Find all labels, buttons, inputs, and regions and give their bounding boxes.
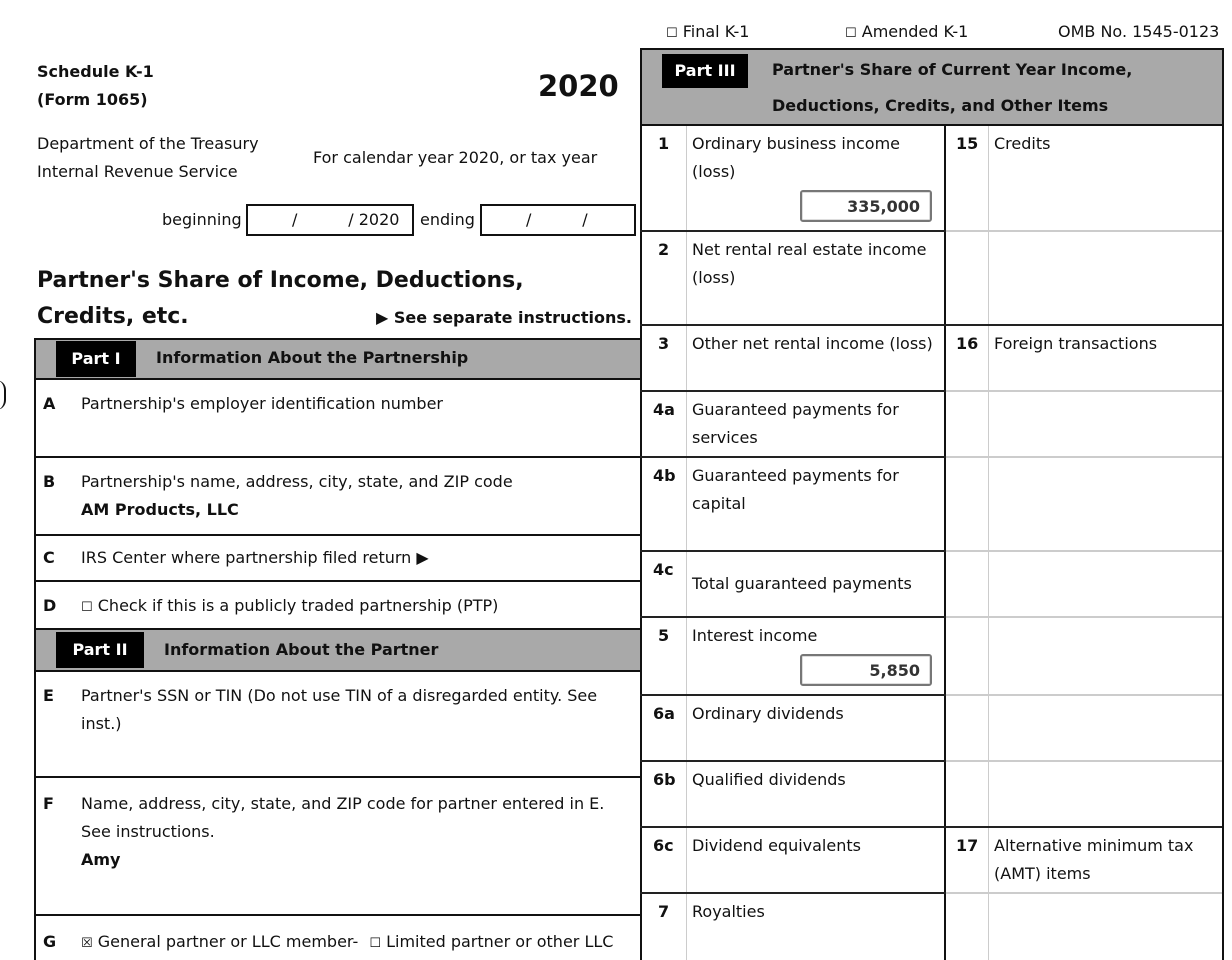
right-rule-h [946,892,1224,894]
part1-top-rule [34,338,640,340]
line-4a-number: 4a [653,400,675,419]
employer-id-label: Partnership's employer identification number [81,394,444,413]
top-cut-code [1150,0,1217,1]
line-17-label: Alternative minimum tax (AMT) items [994,836,1194,883]
line-6c-label: Dividend equivalents [692,836,861,855]
row-e-rule [34,776,640,778]
final-k1-checkbox[interactable]: ☐ [666,26,678,41]
amended-k1[interactable] [845,18,968,48]
general-partner-label: General partner or LLC member- [97,932,359,951]
row-b-letter: B [43,472,56,491]
part2-top-rule [34,628,640,630]
amended-k1-label: Amended K-1 [861,22,969,41]
form-title-line2: Credits, etc. [37,304,189,329]
part3-tag: Part III [662,54,748,88]
line-16-number: 16 [956,334,979,353]
part3-left-border [640,50,642,960]
tax-year: 2020 [538,69,619,103]
part3-right-border [1222,48,1224,960]
line-3-label: Other net rental income (loss) [692,334,933,353]
right-rule-g [946,760,1224,762]
line-6b-number: 6b [653,770,676,789]
row-b-rule [34,534,640,536]
partner-tin-label: Partner's SSN or TIN (Do not use TIN of a disregarded entity. See inst.) [81,686,598,733]
line-5-value[interactable]: 5,850 [800,654,932,686]
part2-tag: Part II [56,632,144,668]
beginning-date-value: / / 2020 [292,210,400,229]
row-g-letter: G [43,932,57,951]
rule-4a [640,456,946,458]
rule-5 [640,694,946,696]
line-15-number: 15 [956,134,979,153]
line-4c-label: Total guaranteed payments [692,574,912,593]
rule-6c [640,892,946,894]
part3-header-bottom [640,124,1224,126]
line-5-number: 5 [658,626,670,645]
rule-3 [640,390,946,392]
line-17-number: 17 [956,836,979,855]
line-16-label: Foreign transactions [994,334,1158,353]
form-number: (Form 1065) [37,90,148,109]
omb-number: OMB No. 1545-0123 [1058,22,1220,41]
right-rule-e [946,616,1224,618]
see-instructions: ▶ See separate instructions. [376,308,632,327]
row-a-letter: A [43,394,56,413]
beginning-date-field[interactable] [246,204,414,236]
form-title-line1: Partner's Share of Income, Deductions, [37,268,524,293]
part3-mid-divider [944,126,946,960]
right-rule-a [946,230,1224,232]
line-3-number: 3 [658,334,670,353]
irs-label: Internal Revenue Service [37,162,238,181]
partnership-name-value[interactable]: AM Products, LLC [81,500,239,519]
partner-type-row [81,928,613,958]
line-1-number: 1 [658,134,670,153]
line-6a-number: 6a [653,704,675,723]
ending-label: ending [420,210,475,229]
line-1-label: Ordinary business income (loss) [692,134,900,181]
line-15-label: Credits [994,134,1051,153]
margin-mark [0,380,6,410]
line-5-label: Interest income [692,626,818,645]
ptp-label: Check if this is a publicly traded partnership (PTP) [97,596,499,615]
line-4c-number: 4c [653,560,674,579]
schedule-title: Schedule K-1 [37,62,154,81]
right-rule-d [946,550,1224,552]
part2-bottom-rule [34,670,640,672]
beginning-label: beginning [162,210,242,229]
left-border [34,338,36,960]
rule-6b [640,826,1224,828]
irs-center-label: IRS Center where partnership filed return ▶ [81,548,429,567]
part3-num2-divider [988,126,989,960]
right-rule-c [946,456,1224,458]
partner-name-label: Name, address, city, state, and ZIP code for partner entered in E. See instructions. [81,794,605,841]
line-4b-number: 4b [653,466,676,485]
part2-title: Information About the Partner [164,640,439,659]
amended-k1-checkbox[interactable]: ☐ [845,26,857,41]
line-6a-label: Ordinary dividends [692,704,844,723]
line-1-value[interactable]: 335,000 [800,190,932,222]
part3-num-divider [686,126,687,960]
general-partner-checkbox[interactable]: ☒ [81,936,93,951]
ending-date-value: / / [526,210,588,229]
line-6b-label: Qualified dividends [692,770,846,789]
row-e-letter: E [43,686,54,705]
row-c-letter: C [43,548,55,567]
line-4a-label: Guaranteed payments for services [692,400,899,447]
ptp-row[interactable] [81,592,498,622]
part1-title: Information About the Partnership [156,348,469,367]
rule-1 [640,230,946,232]
part3-top-rule [640,48,1224,50]
line-2-label: Net rental real estate income (loss) [692,240,927,287]
line-7-label: Royalties [692,902,765,921]
line-6c-number: 6c [653,836,674,855]
part3-title-line1: Partner's Share of Current Year Income, [772,60,1133,79]
calendar-year-text: For calendar year 2020, or tax year [313,148,598,167]
dept-treasury: Department of the Treasury [37,134,259,153]
right-rule-f [946,694,1224,696]
ending-date-field[interactable] [480,204,636,236]
rule-2 [640,324,1224,326]
right-rule-b [946,390,1224,392]
rule-4b [640,550,946,552]
limited-partner-checkbox[interactable]: ☐ [369,936,381,951]
rule-6a [640,760,946,762]
partnership-name-label: Partnership's name, address, city, state, and ZIP code [81,472,513,491]
line-4b-label: Guaranteed payments for capital [692,466,899,513]
row-d-letter: D [43,596,57,615]
row-c-rule [34,580,640,582]
row-a-rule [34,456,640,458]
limited-partner-label: Limited partner or other LLC [386,932,614,951]
line-7-number: 7 [658,902,670,921]
partner-name-value[interactable]: Amy [81,850,121,869]
ptp-checkbox[interactable]: ☐ [81,600,93,615]
part1-tag: Part I [56,341,136,377]
final-k1-label: Final K-1 [682,22,750,41]
part3-title-line2: Deductions, Credits, and Other Items [772,96,1109,115]
rule-4c [640,616,946,618]
part1-bottom-rule [34,378,640,380]
row-f-rule [34,914,640,916]
final-k1[interactable] [666,18,749,48]
line-2-number: 2 [658,240,670,259]
row-f-letter: F [43,794,54,813]
